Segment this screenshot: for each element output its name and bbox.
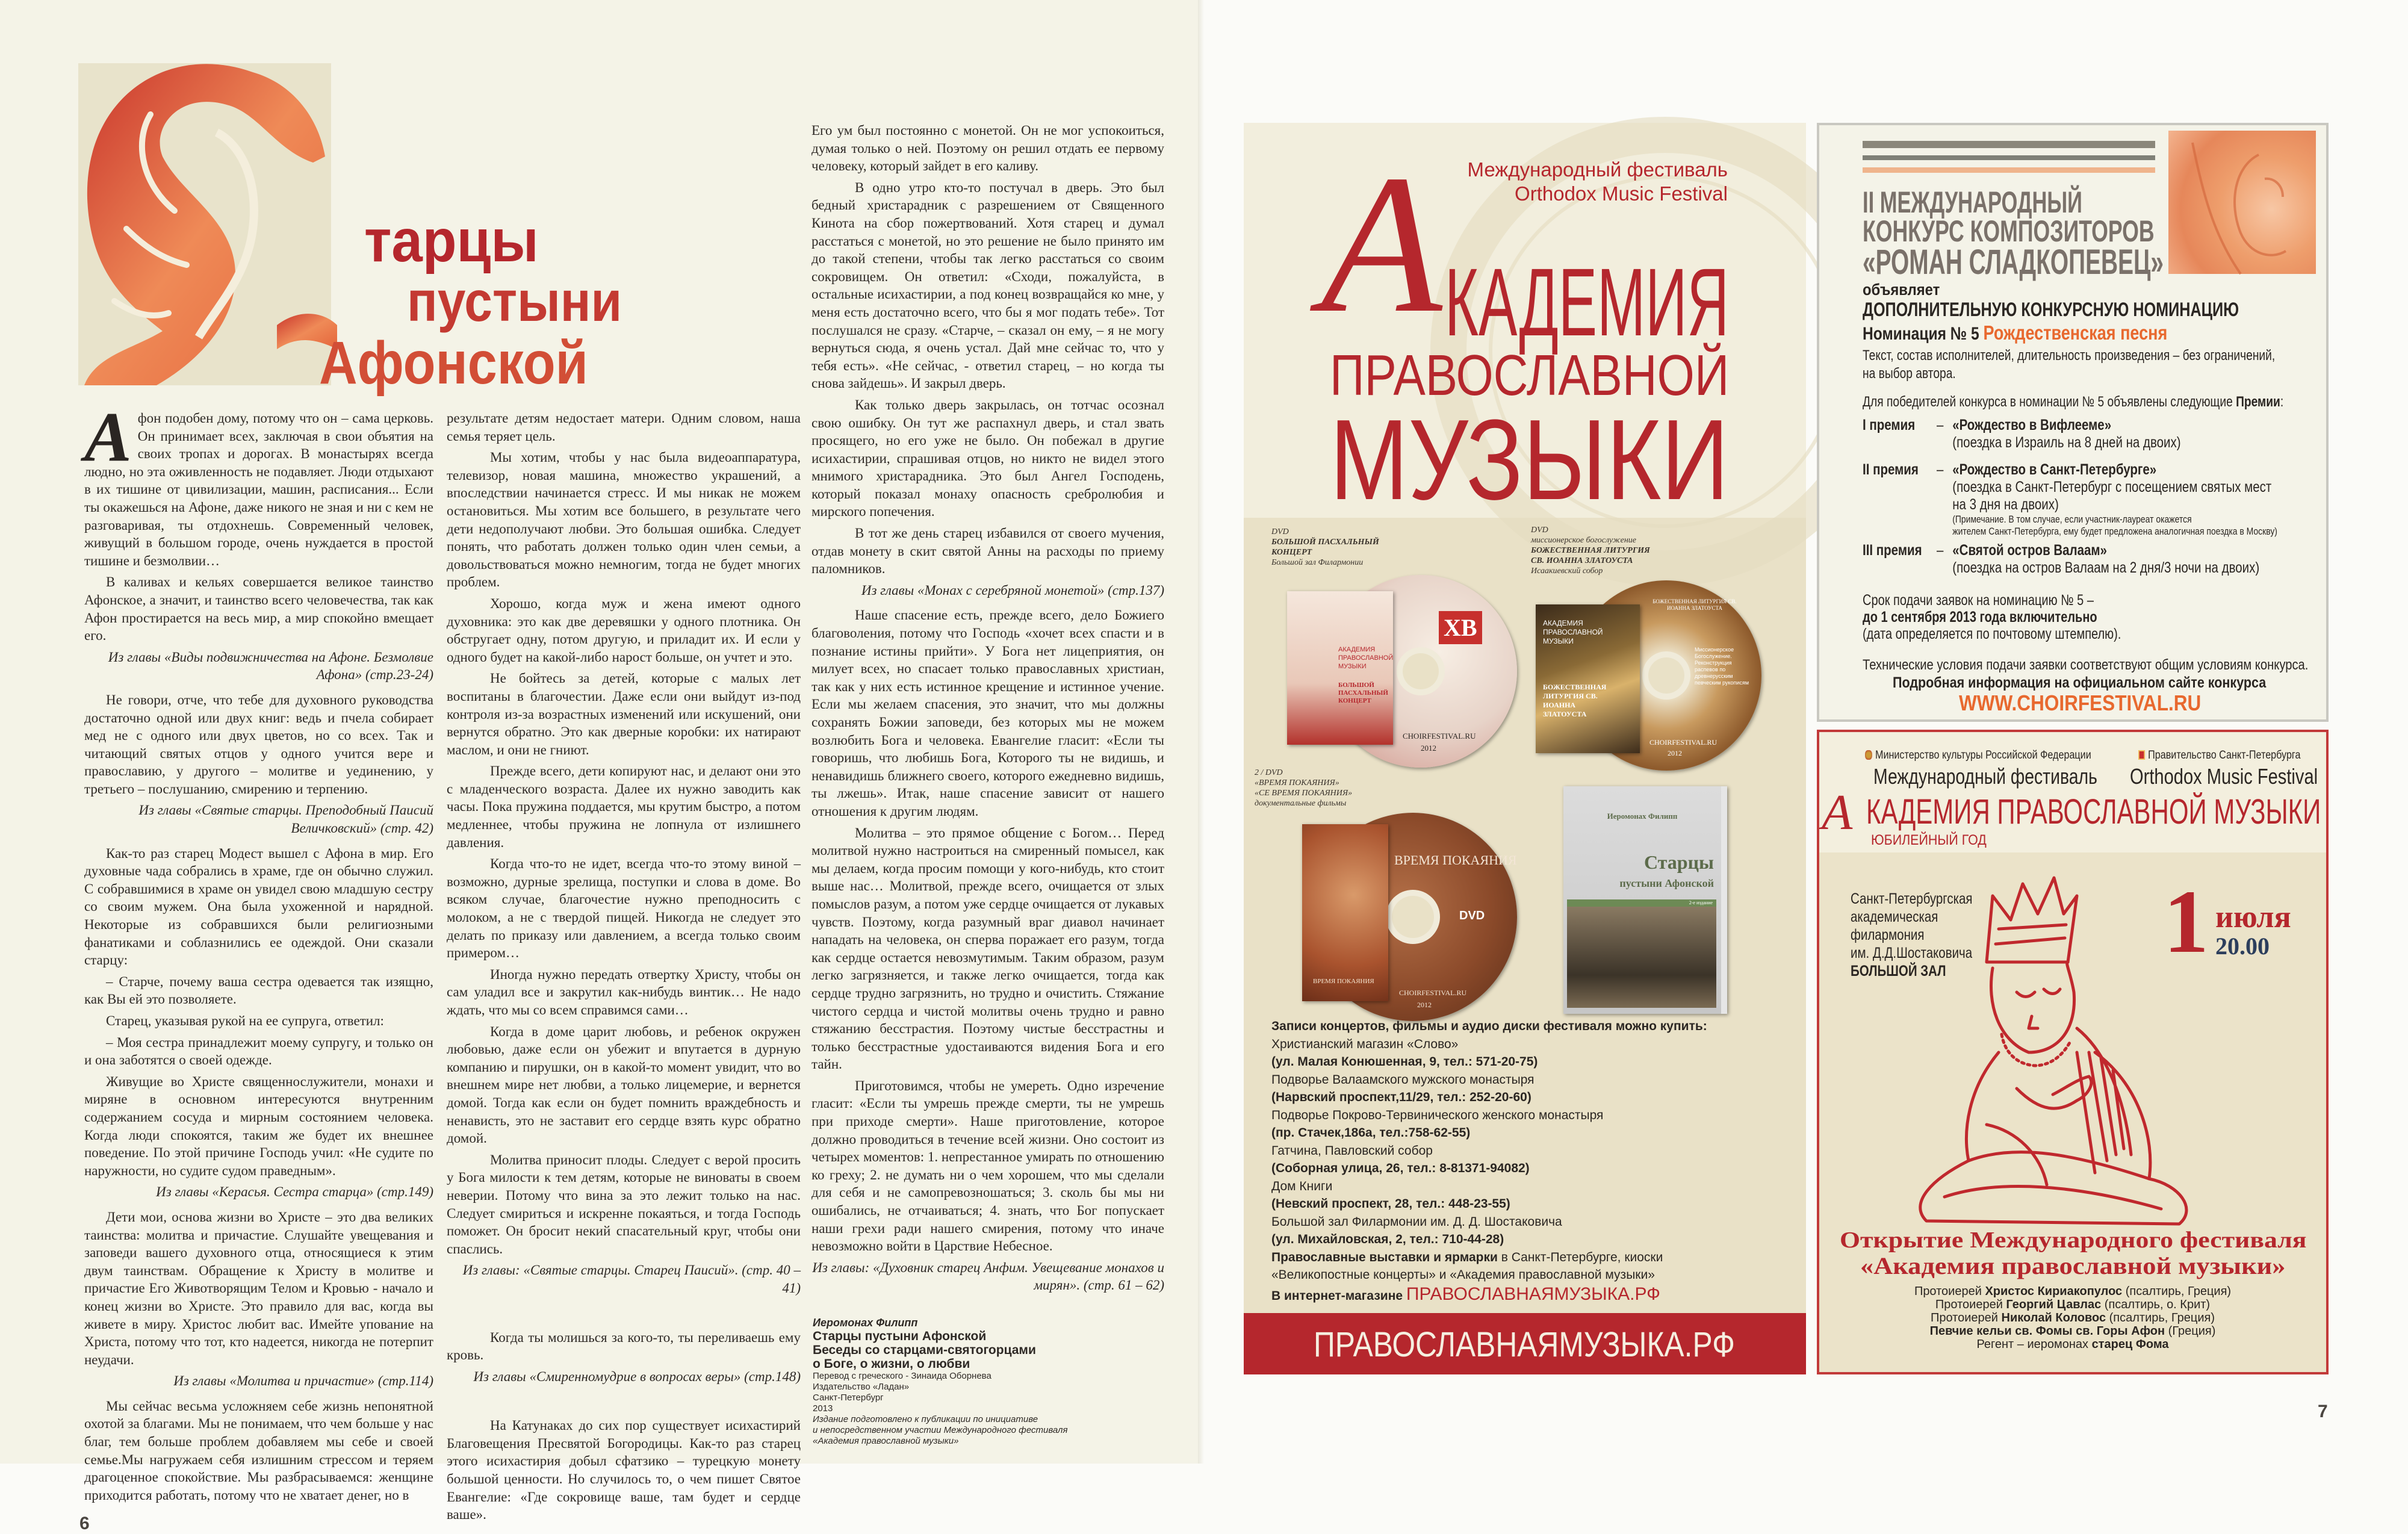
festival-advertisement	[1244, 123, 1806, 1374]
paragraph-text: Не говори, отче, что тебе для духовного руководства достаточно одной или двух книг: ведь и пчела собирает мед не с одного или двух цветов, но со всех. Так и читающий святых отцов у одного учится вере и православию, у другого – молитве и уединению, у третьего – послушанию, смирению и терпению.	[84, 692, 433, 796]
king-david-harp-drawing-icon	[1896, 872, 2203, 1227]
paragraph	[84, 1073, 433, 1180]
dvd-1-disc-year: 2012	[1421, 744, 1436, 753]
venue-line-1: Санкт-Петербургская	[1851, 890, 1973, 907]
prize-note: (Примечание. В том случае, если участник-лауреат окажется	[1952, 514, 2192, 525]
performer	[1819, 1285, 2326, 1298]
colophon-author: Иеромонах Филипп	[813, 1317, 918, 1329]
paragraph-text: Прежде всего, дети копируют нас, и делают они это с младенческого возраста. Далее их нужно заводить как часы. Пока пружина поддается, мы крутим быстро, а потом медленнее, чтобы пружина не лопнула от излишнего давления.	[447, 763, 801, 850]
dvd-2-disc-year: 2012	[1668, 749, 1682, 757]
dvd-3-label	[1255, 768, 1352, 809]
store-address: (Соборная улица, 26, тел.: 8-81371-94082)	[1271, 1161, 1530, 1175]
paragraph-text: Из главы «Монах с серебряной монетой» (стр.137)	[861, 582, 1164, 598]
prize-dash: –	[1937, 417, 1944, 433]
dvd-3-title-2: «СЕ ВРЕМЯ ПОКАЯНИЯ»	[1255, 789, 1353, 798]
dvd-1-case	[1287, 591, 1393, 745]
colophon-city: Санкт-Петербург	[813, 1393, 884, 1403]
icon-fresco-image	[2168, 131, 2316, 274]
prize-body	[1952, 461, 2277, 538]
paragraph-text: – Моя сестра принадлежит моему супругу, и только он и она заботятся о своей одежде.	[84, 1034, 433, 1068]
store-address: (Нарвский проспект,11/29, тел.: 252-20-60)	[1271, 1090, 1531, 1104]
paragraph-text: В каливах и кельях совершается великое таинство Афонское, а значит, и таинство всего человечества, так как Афон простирается на весь мир, а мир спокойно вмещает его.	[84, 574, 433, 644]
paragraph	[811, 524, 1164, 578]
performer-prefix: Протоиерей	[1935, 1298, 2006, 1311]
article-title-illustration	[60, 48, 662, 397]
purchase-heading: Записи концертов, фильмы и аудио диски фестиваля можно купить:	[1271, 1019, 1707, 1033]
paragraph-text: Как-то раз старец Модест вышел с Афона в мир. Его духовные чада собрались в храме, где он обычно служил. С собравшимися в храме он увидел свою младшую сестру со своим мужем. Она была ухоженной и нарядной. Некоторые из собравшихся были религиозными фанатиками и соблазнились ее одеждой. Они сказали старцу:	[84, 845, 433, 968]
dvd-2-disc-site: CHOIRFESTIVAL.RU	[1649, 738, 1718, 747]
concert-headline-1: Открытие Международного фестиваля	[1840, 1228, 2307, 1253]
performer-prefix: Протоиерей	[1914, 1285, 1985, 1298]
concert-headline-2: «Академия православной музыки»	[1860, 1252, 2286, 1279]
paragraph-text: Как только дверь закрылась, он тотчас осознал свою ошибку. Он тут же распахнул дверь, и стал звать просящего, но его уже не было. Он побежал в другие исихастирии, спрашивая отцов, но никто не видел этого мнимого христарадника. Это был Ангел Господень, который показал монаху опасность сребролюбия и мирского попечения.	[811, 397, 1164, 520]
paragraph-text: Иногда нужно передать отвертку Христу, чтобы он сам уладил все и закрутил как-нибудь винтик… Не надо ждать, что мы со всем справимся сами…	[447, 966, 801, 1017]
dvd-2-label	[1531, 525, 1650, 576]
prize-item	[1863, 542, 2259, 577]
ministry-line	[1865, 749, 2091, 762]
paragraph	[84, 397, 433, 570]
book-title-1: Старцы	[1643, 851, 1714, 873]
deadline-date: до 1 сентября 2013 года включительно	[1863, 609, 2097, 626]
paragraph-gap	[447, 1393, 801, 1417]
paragraph	[811, 606, 1164, 820]
performer	[1819, 1298, 2326, 1311]
ministry-name: Министерство культуры Российской Федерации	[1875, 749, 2091, 762]
prize-detail: на 3 дня на двоих)	[1952, 496, 2059, 513]
paragraph	[447, 409, 801, 445]
book-colophon	[813, 1316, 1174, 1447]
prize-rank: II премия	[1863, 461, 1919, 478]
performer-name: Певчие кельи св. Фомы св. Горы Афон	[1929, 1324, 2165, 1338]
prize-rank: III премия	[1863, 542, 1922, 559]
deadline-note: (дата определяется по почтовому штемпелю).	[1863, 626, 2121, 642]
colophon-title-3: о Боге, о жизни, о любви	[813, 1357, 970, 1371]
concert-day: 1	[2164, 872, 2209, 972]
dvd-3-case	[1302, 824, 1388, 1001]
paragraph	[447, 1329, 801, 1364]
venue-line-4: им. Д.Д.Шостаковича	[1851, 945, 1973, 961]
prize-title: «Святой остров Валаам»	[1952, 542, 2107, 559]
concert-month: июля	[2215, 900, 2291, 934]
prize-body	[1952, 542, 2259, 577]
paragraph-text: Его ум был постоянно с монетой. Он не мог успокоиться, думая только о ней. Поэтому он решил отдать ее первому человеку, который зайдет в его каливу.	[811, 123, 1164, 174]
performer	[1819, 1338, 2326, 1351]
nomination-line	[1863, 323, 2167, 344]
paragraph	[84, 973, 433, 1008]
title-line-2: пустыни	[407, 270, 622, 334]
prize-dash: –	[1937, 461, 1944, 478]
concert-poster	[1817, 730, 2329, 1374]
page-number-left: 6	[79, 1514, 90, 1533]
ad-title-line-3: МУЗЫКИ	[1330, 396, 1729, 524]
dvd-2-title-2: СВ. ИОАННА ЗЛАТОУСТА	[1531, 556, 1633, 565]
paragraph-text: Из главы «Керасья. Сестра старца» (стр.149)	[156, 1184, 433, 1200]
book-author: Иеромонах Филипп	[1607, 812, 1678, 821]
paragraph-text: Из главы «Молитва и причастие» (стр.114)	[173, 1373, 433, 1389]
paragraph-text: Когда в доме царит любовь, и ребенок окружен любовью, даже если он убежит и впутается в дурную компанию и пирушки, он в какой-то момент увидит, что во внешнем мире нет любви, а только лицемерие, и вернется домой. Тогда как если он будет помнить враждебность и ненависть, это не заставит его сердце взять курс обратно домой.	[447, 1023, 801, 1146]
performer	[1819, 1324, 2326, 1338]
page-number-right: 7	[2318, 1402, 2328, 1421]
saint-face-icon	[2168, 131, 2316, 274]
fairs-line-2: «Великопостные концерты» и «Академия православной музыки»	[1271, 1268, 1655, 1282]
paragraph-text: – Старче, почему ваша сестра одевается так изящно, как Вы ей это позволяете.	[84, 974, 433, 1007]
dvd-1-label	[1271, 527, 1379, 568]
colophon-year: 2013	[813, 1403, 833, 1414]
dvd-1-cover-title: АКАДЕМИЯ ПРАВОСЛАВНОЙ МУЗЫКИ	[1338, 646, 1394, 670]
performer-suffix: (псалтирь, о. Крит)	[2101, 1298, 2211, 1311]
dvd-2-title-1: БОЖЕСТВЕННАЯ ЛИТУРГИЯ	[1531, 546, 1650, 555]
contest-heading-3: «РОМАН СЛАДКОПЕВЕЦ»	[1863, 243, 2164, 282]
chapter-citation	[84, 1183, 433, 1201]
venue-line-3: филармония	[1851, 927, 1925, 943]
jubilee-year: ЮБИЛЕЙНЫЙ ГОД	[1871, 832, 1987, 848]
concert-time: 20.00	[2215, 933, 2270, 960]
store-name: Подворье Покрово-Тервинического женского монастыря	[1271, 1108, 1604, 1122]
performer-suffix: (псалтирь, Греция)	[2122, 1285, 2232, 1298]
paragraph	[447, 855, 801, 962]
title-line-3: Афонской	[319, 329, 588, 397]
conditions-line-2: на выбор автора.	[1863, 365, 1956, 382]
paragraph-text: Не бойтесь за детей, которые с малых лет воспитаны в благочестии. Даже если они выйдут из-под контроля из-за возрастных изменений или искушений, они вернутся обратно. Это как дверные коробки: их натирают маслом, и они не гниют.	[447, 671, 801, 757]
dvd-2-cover-subtitle: БОЖЕСТВЕННАЯ ЛИТУРГИЯ СВ. ИОАННА ЗЛАТОУСТА	[1543, 683, 1607, 718]
paragraph-text: Мы хотим, чтобы у нас была видеоаппаратура, телевизор, новая машина, множество украшений, а впоследствии начинается стресс. И мы никак не можем остановиться. Мы хотим все большего, в результате чего дети недополучают любви. Это большая ошибка. Следует понять, что работать должен только один член семьи, а довольствоваться можно немногим, тогда не будет многих проблем.	[447, 450, 801, 590]
government-emblem-icon	[2138, 750, 2145, 760]
paragraph	[447, 1417, 801, 1524]
store-list	[1271, 1036, 1789, 1249]
colophon-title-2: Беседы со старцами-святогорцами	[813, 1343, 1036, 1357]
ad-festival-ru: Международный фестиваль	[1467, 158, 1728, 181]
performer-list	[1819, 1285, 2326, 1351]
paragraph	[447, 1151, 801, 1258]
online-label: В интернет-магазине	[1271, 1288, 1406, 1303]
contest-announces: объявляет	[1863, 281, 1940, 299]
stripe-2	[1863, 155, 2155, 160]
title-line-1: тарцы	[364, 207, 539, 275]
contest-website-link[interactable]: WWW.CHOIRFESTIVAL.RU	[1959, 691, 2202, 715]
paragraph-text: Из главы «Виды подвижничества на Афоне. Безмолвие Афона» (стр.23-24)	[108, 649, 433, 683]
nomination-name: Рождественская песня	[1983, 321, 2168, 344]
dvd-3-cover-title: ВРЕМЯ ПОКАЯНИЯ	[1313, 978, 1374, 985]
prize-body	[1952, 417, 2180, 452]
fairs-bold: Православные выставки и ярмарки	[1271, 1250, 1498, 1264]
prize-detail: (поездка в Израиль на 8 дней на двоих)	[1952, 434, 2181, 451]
dvd-1-disc-mark: ХВ	[1439, 611, 1482, 644]
venue-line-2: академическая	[1851, 908, 1938, 925]
paragraph	[447, 966, 801, 1019]
performer-prefix: Протоиерей	[1931, 1311, 2002, 1324]
nomination-label: Номинация № 5	[1863, 324, 1984, 344]
online-store-link[interactable]: ПРАВОСЛАВНАЯМУЗЫКА.РФ	[1406, 1284, 1660, 1304]
dvd-3-title-1: «ВРЕМЯ ПОКАЯНИЯ»	[1255, 778, 1339, 787]
ad-title-line-1: КАДЕМИЯ	[1445, 248, 1730, 356]
dvd-3-disc-mark: DVD	[1459, 909, 1485, 922]
dvd-1-venue: Большой зал Филармонии	[1271, 558, 1364, 567]
paragraph	[84, 1034, 433, 1069]
online-store-line	[1271, 1284, 1789, 1306]
store-name: Дом Книги	[1271, 1179, 1333, 1193]
purchase-info	[1271, 1017, 1789, 1306]
paragraph	[84, 1397, 433, 1504]
paragraph-text: Из главы «Святые старцы. Преподобный Паисий Величковский» (стр. 42)	[138, 803, 433, 836]
prize-dash: –	[1937, 542, 1944, 559]
store-address: (ул. Малая Конюшенная, 9, тел.: 571-20-75)	[1271, 1055, 1538, 1069]
colophon-title-1: Старцы пустыни Афонской	[813, 1329, 987, 1343]
dvd-2-disc-ring: БОЖЕСТВЕННАЯ ЛИТУРГИЯ СВ. ИОАННА ЗЛАТОУСТА	[1652, 598, 1737, 611]
chapter-citation	[84, 1372, 433, 1390]
dvd-3-disc-site: CHOIRFESTIVAL.RU	[1399, 989, 1467, 997]
performer-suffix: (псалтирь, Греция)	[2106, 1311, 2215, 1324]
paragraph-text: В одно утро кто-то постучал в дверь. Это был бедный христарадник с разрешением от Священного Кинота на сбор пожертвований. Хотя старец и думал расстаться с монетой, но это решение не было принято им до такой степени, чтобы так легко расстаться со своим сокровищем. Он ответил: «Сходи, пожалуйста, в остальные исихастирии, а под конец возвращайся ко мне, у меня есть достаточно всего, что бы я мог подать тебе». Тот послушался не сразу. «Старче, – сказал он ему, – я не могу вернуться сюда, я очень устал. Дай мне сейчас то, что у тебя есть». «Не сейчас, - ответил старец, – но когда ты снова зайдешь». И закрыл дверь.	[811, 179, 1164, 391]
dvd-1-title-2: КОНЦЕРТ	[1271, 548, 1312, 557]
government-line	[2138, 749, 2300, 762]
deadline	[1863, 592, 2121, 642]
paragraph	[811, 396, 1164, 521]
performer-prefix: Регент – иеромонах	[1976, 1338, 2092, 1351]
performer-name: Николай Коловос	[2001, 1311, 2106, 1324]
ad-festival-en: Orthodox Music Festival	[1515, 182, 1728, 205]
poster-festival-en: Orthodox Music Festival	[2130, 764, 2318, 789]
store-name: Гатчина, Павловский собор	[1271, 1143, 1433, 1158]
paragraph	[84, 845, 433, 969]
prize-title: «Рождество в Санкт-Петербурге»	[1952, 461, 2157, 478]
paragraph	[447, 762, 801, 851]
fairs-rest-1: в Санкт-Петербурге, киоски	[1497, 1250, 1663, 1264]
ministry-emblem-icon	[1865, 750, 1872, 760]
prize-item	[1863, 461, 2277, 538]
prize-title: «Рождество в Вифлееме»	[1952, 417, 2112, 433]
store-name: Христианский магазин «Слово»	[1271, 1037, 1459, 1051]
paragraph-text: результате детям недостает матери. Одним словом, наша семья теряет цель.	[447, 411, 801, 444]
paragraph-text: Хорошо, когда муж и жена имеют одного духовника: это как две деревяшки у одного плотника. Он обстругает одну, потом другую, и приладит их. И если у одного будет на какой-либо нарост больше, он учтет и это.	[447, 595, 801, 665]
colophon-note-3: «Академия православной музыки»	[813, 1436, 959, 1446]
ad-title-line-2: ПРАВОСЛАВНОЙ	[1330, 343, 1730, 408]
store-address: (пр. Стачек,186а, тел.:758-62-55)	[1271, 1126, 1471, 1140]
book-title-2: пустыни Афонской	[1619, 877, 1714, 889]
poster-festival-ru: Международный фестиваль	[1873, 764, 2097, 789]
paragraph-text: Из главы: «Святые старцы. Старец Паисий». (стр. 40 – 41)	[462, 1262, 801, 1296]
poster-title-initial: А	[1822, 784, 1853, 840]
prizes-intro-text: Для победителей конкурса в номинации № 5 объявлены следующие	[1863, 394, 2236, 410]
paragraph	[84, 1012, 433, 1030]
dvd-3-disc-year: 2012	[1417, 1001, 1432, 1009]
paragraph	[84, 573, 433, 644]
prize-detail: (поездка на остров Валаам на 2 дня/3 ночи на двоих)	[1952, 559, 2260, 576]
paragraph	[447, 669, 801, 759]
paragraph-text: фон подобен дому, потому что он – сама церковь. Он принимает всех, заключая в свои объятия на своих тропах и дорогах. В монастырях всегда людно, но эта оживленность не подавляет. Люди отдыхают в их тишине от цивилизации, машин, расписания... Если ты окажешься на Афоне, даже никого не зная и ни с кем не разговаривая, ты отдохнешь. Современный человек, живущий в большом городе, очень нуждается в простой тишине и безмолвии…	[84, 411, 433, 568]
chapter-citation	[811, 1259, 1164, 1294]
contest-nomination-heading: ДОПОЛНИТЕЛЬНУЮ КОНКУРСНУЮ НОМИНАЦИЮ	[1863, 299, 2239, 320]
stripe-1	[1863, 141, 2155, 148]
dvd-2-kind: миссионерское богослужение	[1531, 536, 1636, 545]
paragraph-text: Молитва приносит плоды. Следует с верой просить у Бога милости к тем детям, которые не виноваты в своем неверии. Потому что вина за это лежит только на нас. Следует смириться и искренне покаяться, и тогда Господь поможет. Он бросит некий спасательный круг, чтобы они спаслись.	[447, 1152, 801, 1256]
dvd-1-format: DVD	[1271, 527, 1289, 536]
paragraph-text: Живущие во Христе священнослужители, монахи и миряне в основном интересуются внутренним содержанием сосуда и мирным состоянием человека. Когда люди спокоятся, таким же будет их внешнее поведение. По этой причине Господь учил: «Не судите по наружности, но судите судом праведным».	[84, 1073, 433, 1178]
paragraph-text: Из главы: «Духовник старец Анфим. Увещевание монахов и мирян». (стр. 61 – 62)	[812, 1259, 1164, 1293]
dvd-2-disc-note: Миссионерское Богослужение. Реконструкция распевов по древнерусским певческим рукописям	[1695, 647, 1749, 686]
contest-heading-1: II МЕЖДУНАРОДНЫЙ	[1863, 185, 2082, 219]
paragraph	[811, 824, 1164, 1073]
paragraph-gap	[447, 1305, 801, 1329]
store-address: (Невский проспект, 28, тел.: 448-23-55)	[1271, 1197, 1510, 1211]
paragraph-text: Приготовимся, чтобы не умереть. Одно изречение гласит: «Если ты умрешь прежде смерти, ты не умрешь при приходе смерти». Наше приготовление, которое должно проводиться в течение всей жизни. Оно состоит из четырех моментов: 1. непрестанное умирать по отношению ко греху; 2. не думать ни о чем хорошем, что мы сделали для себя и не самопревозношаться; 3. сколь бы мы ни ошибались, не отчаиваться; 4. знать, что Бог попускает наши грехи ради нашего смирения, потому что иначе невозможно войти в Царствие Небесное.	[811, 1078, 1164, 1254]
contest-heading-2: КОНКУРС КОМПОЗИТОРОВ	[1863, 214, 2155, 248]
paragraph	[447, 449, 801, 591]
performer-name: старец Фома	[2091, 1338, 2169, 1351]
performer	[1819, 1311, 2326, 1324]
colophon-note-2: и непосредственном участии Международного фестиваля	[813, 1425, 1068, 1435]
dvd-2-cover-title: АКАДЕМИЯ ПРАВОСЛАВНОЙ МУЗЫКИ	[1543, 619, 1603, 645]
dvd-1-disc-site: CHOIRFESTIVAL.RU	[1403, 731, 1476, 741]
paragraph-text: Мы сейчас весьма усложняем себе жизнь непонятной охотой за благами. Мы не понимаем, что чем больше у нас благ, тем больше проблем добавляем мы себе и своей семье.Мы нагружаем себя излишним стрессом и теряем драгоценное спокойствие. Мы разбрасываемся: женщине приходится работать, потому что не хватает денег, но в	[84, 1398, 433, 1503]
paragraph	[447, 1023, 801, 1147]
paragraph	[84, 691, 433, 798]
book-cover	[1563, 786, 1727, 1014]
fairs-line-1	[1271, 1249, 1789, 1267]
store-name: Большой зал Филармонии им. Д. Д. Шостаковича	[1271, 1214, 1562, 1229]
stripe-3	[1863, 167, 2155, 173]
ad-footer-bar	[1244, 1313, 1806, 1374]
poster-title: КАДЕМИЯ ПРАВОСЛАВНОЙ МУЗЫКИ	[1866, 792, 2321, 831]
paragraph	[811, 179, 1164, 393]
chapter-citation	[811, 582, 1164, 600]
paragraph-text: Дети мои, основа жизни во Христе – это два великих таинства: молитва и причастие. Слушайте увещевания и заповеди вашего духовного отца, относящиеся к этим двум таинствам. Обращение к Христу в молитве и причастие Его Животворящим Телом и Кровью - начало и конец жизни во Христе. Это правило для вас, когда вы живете в миру. Христос любит вас. Имейте упование на Христа, потому что тот, кто надеется, никогда не потерпит неудачи.	[84, 1209, 433, 1367]
prize-note: жителем Санкт-Петербурга, ему будет предложена аналогичная поездка в Москву)	[1952, 526, 2277, 537]
store-name: Подворье Валаамского мужского монастыря	[1271, 1072, 1534, 1087]
paragraph	[811, 1077, 1164, 1255]
paragraph-text: Из главы «Смиренномудрие в вопросах веры» (стр.148)	[473, 1368, 801, 1384]
drop-cap: А	[84, 397, 132, 476]
conditions	[1863, 347, 2275, 383]
colophon-note-1: Издание подготовлено к публикации по инициативе	[813, 1414, 1038, 1424]
chapter-citation	[447, 1261, 801, 1297]
article-column-2	[447, 409, 801, 1527]
venue-hall: БОЛЬШОЙ ЗАЛ	[1851, 963, 1946, 980]
conditions-line-1: Текст, состав исполнителей, длительность произведения – без ограничений,	[1863, 347, 2276, 364]
chapter-citation	[447, 1368, 801, 1386]
paragraph	[811, 122, 1164, 175]
prize-rank: I премия	[1863, 417, 1916, 433]
technical-conditions: Технические условия подачи заявки соответствуют общим условиям конкурса.	[1863, 657, 2309, 673]
paragraph-text: В тот же день старец избавился от своего мучения, отдав монету в скит святой Анны на расходы по приему паломников.	[811, 526, 1164, 577]
book-edition: 2-е издание	[1689, 900, 1713, 905]
prize-detail: (поездка в Санкт-Петербург с посещением святых мест	[1952, 479, 2272, 495]
paragraph-text: Старец, указывая рукой на ее супруга, ответил:	[106, 1013, 384, 1028]
colophon-publisher: Издательство «Ладан»	[813, 1382, 910, 1392]
more-info: Подробная информация на официальном сайте конкурса	[1893, 674, 2267, 691]
prizes-intro-bold: Премии	[2236, 394, 2280, 410]
prizes-intro: Для победителей конкурса в номинации № 5 объявлены следующие Премии:	[1863, 394, 2284, 410]
ad-title-initial: А	[1321, 134, 1442, 354]
book-photo	[1567, 899, 1716, 1008]
paragraph-text: Наше спасение есть, прежде всего, дело Божиего благоволения, потому что Господь «хочет всех спасти и в познание истины прийти». У Бога нет лицеприятия, он милует всех, но спасает только православных христиан, так как у них есть истинное крещение и истинное учение. Если мы желаем спасения, это значит, что мы должны сохранять Божии заповеди, без которых мы не можем возлюбить Бога и человека. Евангелие гласит: «Если ты говоришь, что любишь Бога, Которого ты не видишь, и ненавидишь ближнего своего, которого ежедневно видишь, ты лжешь». Итак, наше спасение зависит от нашего отношения к другим людям.	[811, 607, 1164, 819]
performer-suffix: (Греция)	[2165, 1324, 2216, 1338]
composer-contest-box	[1817, 123, 2329, 722]
paragraph-text: Молитва – это прямое общение с Богом… Перед молитвой нужно настроиться на смиренный помысел, как мы делаем, когда просим помощи у кого-нибудь, кто стоит выше нас… Молитвой, прежде всего, очищается от злых помыслов разум, а потом уже сердце очищается от лукавых чувств. Поэтому, когда разумный враг диавол начинает нападать на человека, он сперва поражает его разум, тогда как сердце остается невозмутимым. Таким образом, разум легко загрязняется, и также легко очищается, тогда как сердце трудно загрязнить, но трудно и очистить. Стяжание чистого сердца и чистой молитвы очень трудно и равно стяжанию бесстрастия. Поэтому чистые бесстрастны и только бесстрастные удостаиваются видения Бога и его тайн.	[811, 825, 1164, 1072]
government-name: Правительство Санкт-Петербурга	[2148, 749, 2301, 762]
dvd-1-title-1: БОЛЬШОЙ ПАСХАЛЬНЫЙ	[1271, 538, 1379, 547]
deadline-label: Срок подачи заявок на номинацию № 5 –	[1863, 592, 2094, 609]
dvd-2-venue: Исаакиевский собор	[1531, 567, 1603, 576]
store-address: (ул. Михайловская, 2, тел.: 710-44-28)	[1271, 1232, 1504, 1246]
paragraph-text: Когда что-то не идет, всегда что-то этому виной – возможно, дурные зрелища, поступки и слова в доме. Во всяком случае, благочестие нужно преподносить с молоком, а не с твердой пищей. Никогда не следует это делать по приказу или давлением, а всегда только своим примером…	[447, 856, 801, 961]
performer-name: Христос Кириакопулос	[1985, 1285, 2123, 1298]
dvd-2-format: DVD	[1531, 526, 1548, 535]
colophon-translator: Перевод с греческого - Зинаида Оборнева	[813, 1371, 991, 1381]
dvd-2-case	[1536, 604, 1640, 753]
dvd-3-disc-title: ВРЕМЯ ПОКАЯНИЯ	[1394, 852, 1517, 868]
dvd-3-format: 2 / DVD	[1255, 768, 1283, 777]
ad-footer-url[interactable]: ПРАВОСЛАВНАЯМУЗЫКА.РФ	[1314, 1325, 1735, 1364]
chapter-citation	[84, 801, 433, 837]
paragraph-text: На Катунаках до сих пор существует исихастирий Благовещения Пресвятой Богородицы. Как-то раз старец этого исихастирия добыл сфатзико – турецкую монету большой ценности. Но случилось то, о чем пишет Святое Евангелие: «Где сокровище ваше, там будет и сердце ваше».	[447, 1418, 801, 1523]
paragraph	[84, 1208, 433, 1368]
dvd-1-cover-subtitle: БОЛЬШОЙ ПАСХАЛЬНЫЙ КОНЦЕРТ	[1338, 682, 1388, 704]
dvd-3-kind: документальные фильмы	[1255, 799, 1347, 808]
article-column-3	[811, 122, 1164, 1302]
article-column-1	[84, 397, 433, 1508]
paragraph-text: Когда ты молишься за кого-то, ты переливаешь ему кровь.	[447, 1329, 801, 1363]
prize-item	[1863, 417, 2181, 452]
paragraph	[447, 595, 801, 666]
performer-name: Георгий Цавлас	[2006, 1298, 2102, 1311]
page-gutter	[1198, 0, 1204, 1464]
chapter-citation	[84, 648, 433, 684]
